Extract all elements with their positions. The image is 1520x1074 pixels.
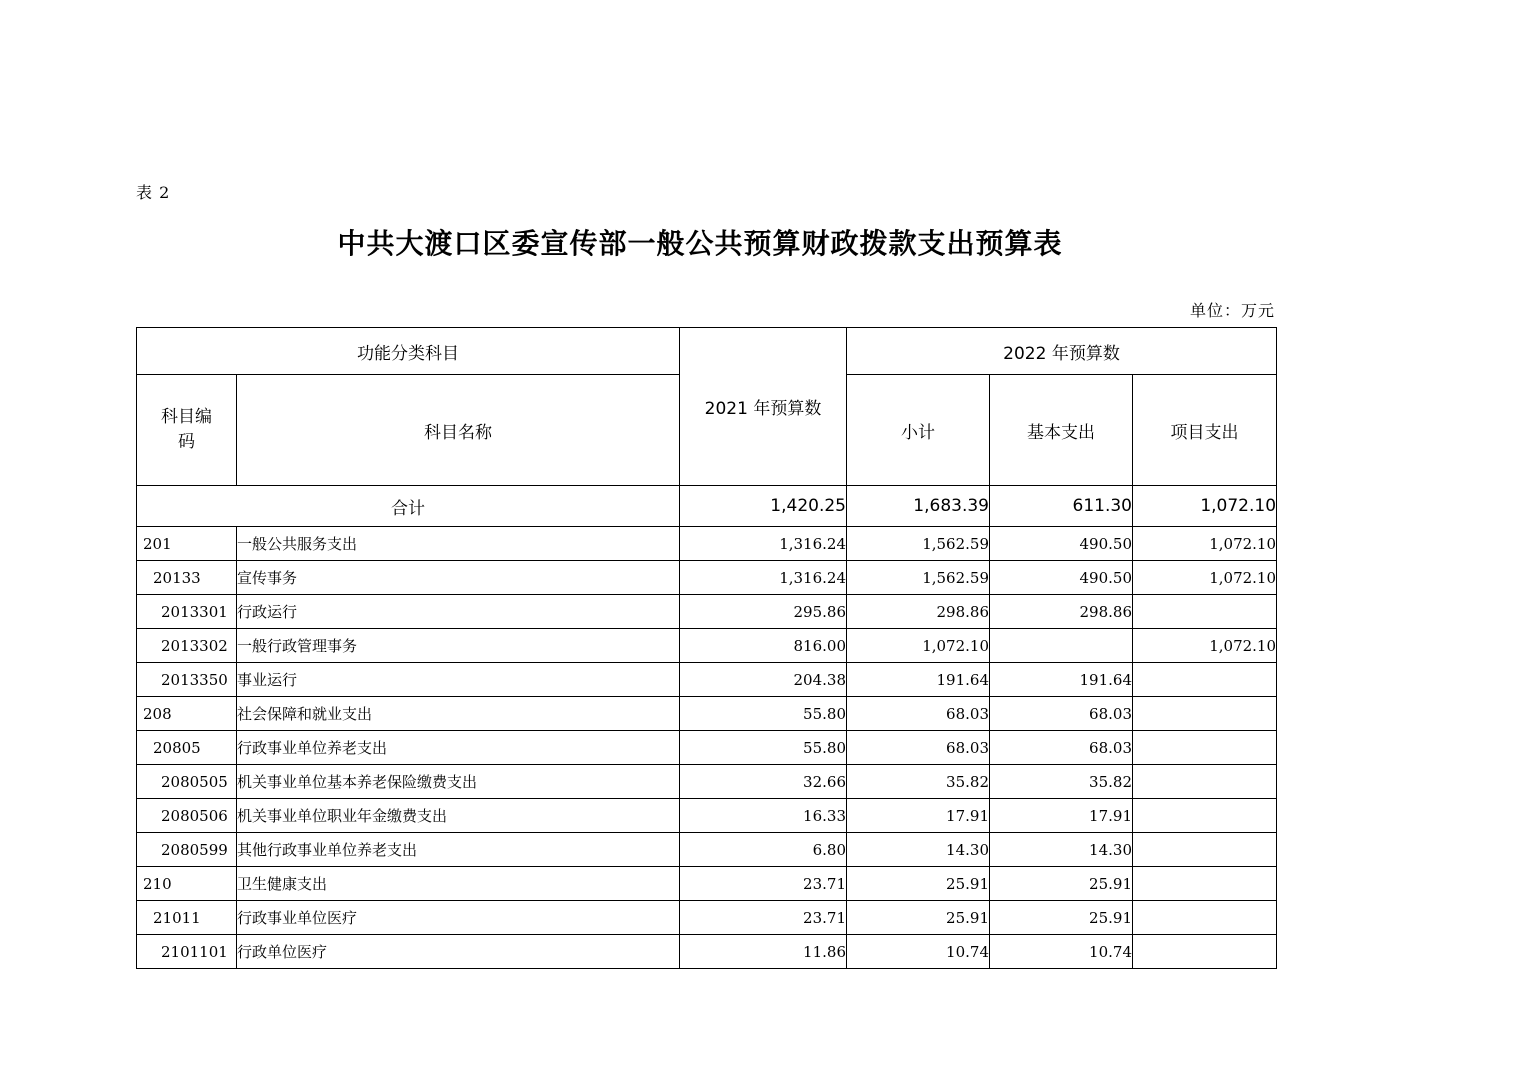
cell-subject-code: 201 — [137, 527, 237, 561]
cell-2021: 204.38 — [680, 663, 847, 697]
cell-2021: 295.86 — [680, 595, 847, 629]
cell-subject-code: 210 — [137, 867, 237, 901]
header-year-2021: 2021 年预算数 — [680, 328, 847, 486]
table-row — [137, 867, 1277, 901]
cell-2021: 55.80 — [680, 697, 847, 731]
cell-subtotal: 1,562.59 — [847, 527, 990, 561]
table-header-row-1 — [137, 328, 1277, 375]
cell-subtotal: 191.64 — [847, 663, 990, 697]
unit-note: 单位：万元 — [1189, 301, 1275, 320]
table-row — [137, 697, 1277, 731]
cell-2021: 16.33 — [680, 799, 847, 833]
cell-subject-name: 行政事业单位医疗 — [237, 901, 680, 935]
header-basic-expenditure: 基本支出 — [990, 375, 1133, 486]
cell-subtotal: 298.86 — [847, 595, 990, 629]
table-row — [137, 561, 1277, 595]
cell-basic: 298.86 — [990, 595, 1133, 629]
cell-subject-name: 一般公共服务支出 — [237, 527, 680, 561]
table-row — [137, 765, 1277, 799]
cell-subject-code: 2080599 — [137, 833, 237, 867]
table-row — [137, 935, 1277, 969]
table-row — [137, 595, 1277, 629]
header-subject-name: 科目名称 — [237, 375, 680, 486]
cell-2021: 1,316.24 — [680, 527, 847, 561]
cell-subtotal: 17.91 — [847, 799, 990, 833]
table-row — [137, 663, 1277, 697]
cell-2021: 816.00 — [680, 629, 847, 663]
cell-basic: 25.91 — [990, 867, 1133, 901]
cell-basic: 14.30 — [990, 833, 1133, 867]
header-subject-code — [137, 375, 237, 486]
cell-subject-name: 机关事业单位基本养老保险缴费支出 — [237, 765, 680, 799]
cell-basic: 68.03 — [990, 731, 1133, 765]
cell-subject-name: 一般行政管理事务 — [237, 629, 680, 663]
total-label: 合计 — [137, 486, 680, 527]
cell-subtotal: 35.82 — [847, 765, 990, 799]
table-row — [137, 527, 1277, 561]
cell-2021: 1,316.24 — [680, 561, 847, 595]
table-row — [137, 629, 1277, 663]
cell-project: 1,072.10 — [1133, 561, 1277, 595]
cell-project — [1133, 697, 1277, 731]
header-subtotal: 小计 — [847, 375, 990, 486]
table-body — [137, 527, 1277, 969]
cell-subject-code: 21011 — [137, 901, 237, 935]
cell-subject-name: 事业运行 — [237, 663, 680, 697]
cell-basic: 490.50 — [990, 527, 1133, 561]
cell-subject-code: 2013302 — [137, 629, 237, 663]
header-function-group: 功能分类科目 — [137, 328, 680, 375]
cell-project — [1133, 765, 1277, 799]
cell-2021: 55.80 — [680, 731, 847, 765]
cell-subtotal: 14.30 — [847, 833, 990, 867]
cell-subject-name: 卫生健康支出 — [237, 867, 680, 901]
cell-project — [1133, 663, 1277, 697]
cell-basic: 490.50 — [990, 561, 1133, 595]
cell-basic: 191.64 — [990, 663, 1133, 697]
header-year-2022-group: 2022 年预算数 — [847, 328, 1277, 375]
cell-basic: 10.74 — [990, 935, 1133, 969]
cell-2021: 11.86 — [680, 935, 847, 969]
total-project: 1,072.10 — [1133, 486, 1277, 527]
cell-subtotal: 68.03 — [847, 697, 990, 731]
total-basic: 611.30 — [990, 486, 1133, 527]
cell-subject-code: 208 — [137, 697, 237, 731]
cell-subtotal: 25.91 — [847, 867, 990, 901]
cell-project: 1,072.10 — [1133, 527, 1277, 561]
cell-subject-name: 行政事业单位养老支出 — [237, 731, 680, 765]
cell-project — [1133, 731, 1277, 765]
cell-basic: 68.03 — [990, 697, 1133, 731]
cell-project — [1133, 901, 1277, 935]
cell-subject-code: 20133 — [137, 561, 237, 595]
table-row — [137, 833, 1277, 867]
cell-basic: 25.91 — [990, 901, 1133, 935]
cell-subtotal: 68.03 — [847, 731, 990, 765]
cell-project — [1133, 595, 1277, 629]
cell-subject-name: 行政运行 — [237, 595, 680, 629]
budget-table — [136, 327, 1277, 969]
cell-project — [1133, 935, 1277, 969]
table-row — [137, 901, 1277, 935]
cell-subtotal: 10.74 — [847, 935, 990, 969]
cell-2021: 32.66 — [680, 765, 847, 799]
table-row — [137, 731, 1277, 765]
cell-subject-name: 行政单位医疗 — [237, 935, 680, 969]
cell-subject-code: 2080505 — [137, 765, 237, 799]
sheet-label: 表 2 — [136, 183, 171, 202]
header-subject-code-line2: 码 — [178, 432, 195, 452]
cell-subject-name: 宣传事务 — [237, 561, 680, 595]
cell-basic: 35.82 — [990, 765, 1133, 799]
cell-subject-code: 20805 — [137, 731, 237, 765]
cell-project: 1,072.10 — [1133, 629, 1277, 663]
cell-project — [1133, 799, 1277, 833]
table-total-row — [137, 486, 1277, 527]
cell-2021: 23.71 — [680, 867, 847, 901]
cell-subject-name: 机关事业单位职业年金缴费支出 — [237, 799, 680, 833]
cell-subject-code: 2013301 — [137, 595, 237, 629]
cell-basic: 17.91 — [990, 799, 1133, 833]
table-row — [137, 799, 1277, 833]
header-subject-code-line1: 科目编 — [161, 406, 212, 427]
cell-project — [1133, 833, 1277, 867]
cell-2021: 23.71 — [680, 901, 847, 935]
total-subtotal: 1,683.39 — [847, 486, 990, 527]
cell-subject-name: 社会保障和就业支出 — [237, 697, 680, 731]
total-2021: 1,420.25 — [680, 486, 847, 527]
cell-basic — [990, 629, 1133, 663]
cell-subtotal: 1,072.10 — [847, 629, 990, 663]
cell-subject-code: 2080506 — [137, 799, 237, 833]
cell-2021: 6.80 — [680, 833, 847, 867]
cell-subtotal: 1,562.59 — [847, 561, 990, 595]
header-project-expenditure: 项目支出 — [1133, 375, 1277, 486]
cell-subject-code: 2013350 — [137, 663, 237, 697]
cell-subject-name: 其他行政事业单位养老支出 — [237, 833, 680, 867]
page-title: 中共大渡口区委宣传部一般公共预算财政拨款支出预算表 — [337, 227, 1063, 260]
cell-project — [1133, 867, 1277, 901]
cell-subtotal: 25.91 — [847, 901, 990, 935]
cell-subject-code: 2101101 — [137, 935, 237, 969]
